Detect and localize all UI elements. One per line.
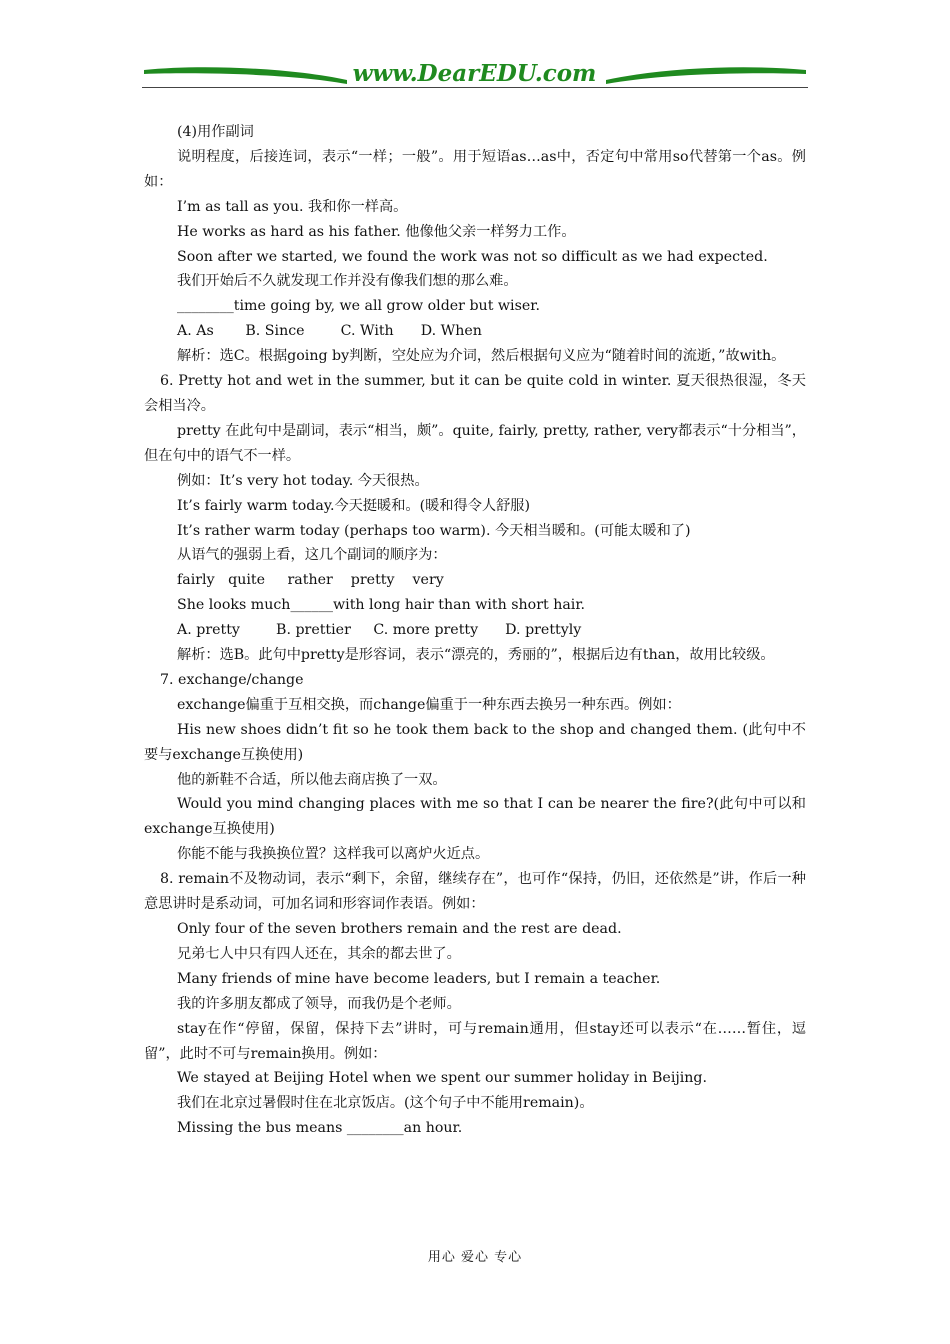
paragraph: 我们在北京过暑假时住在北京饭店。(这个句子中不能用remain)。: [177, 1095, 594, 1112]
paragraph: 6. Pretty hot and wet in the summer, but it can be quite cold in winter. 夏天很热很湿，冬天会相当冷。: [144, 373, 806, 414]
paragraph: Would you mind changing places with me so that I can be nearer the fire?(此句中可以和exchange互换使用): [144, 796, 806, 838]
paragraph: 解析：选B。此句中pretty是形容词，表示“漂亮的，秀丽的”，根据后边有than，故用比较级。: [177, 647, 775, 664]
paragraph: 我的许多朋友都成了领导，而我仍是个老师。: [177, 995, 461, 1012]
paragraph: exchange偏重于互相交换，而change偏重于一种东西去换另一种东西。例如：: [177, 696, 681, 713]
paragraph: Many friends of mine have become leaders, but I remain a teacher.: [177, 970, 661, 987]
paragraph: 他的新鞋不合适，所以他去商店换了一双。: [177, 771, 447, 788]
paragraph: pretty 在此句中是副词，表示“相当，颇”。quite, fairly, pretty, rather, very都表示“十分相当”，但在句中的语气不一样。: [144, 422, 806, 464]
paragraph: She looks much______with long hair than with short hair.: [177, 597, 586, 614]
paragraph: We stayed at Beijing Hotel when we spent our summer holiday in Beijing.: [177, 1070, 708, 1087]
paragraph: 例如：It’s very hot today. 今天很热。: [177, 472, 429, 489]
paragraph: 说明程度，后接连词，表示“一样；一般”。用于短语as…as中，否定句中常用so代替第一个as。例如：: [144, 148, 806, 190]
paragraph: fairly quite rather pretty very: [177, 572, 444, 589]
paragraph: (4)用作副词: [177, 124, 254, 140]
document-body: [144, 120, 806, 1141]
paragraph: stay在作“停留，保留，保持下去”讲时，可与remain通用，但stay还可以表示“在……暂住，逗留”，此时不可与remain换用。例如：: [144, 1020, 806, 1062]
site-brand-logo: www.DearEDU.com: [352, 60, 597, 87]
paragraph: 8. remain不及物动词，表示“剩下，余留，继续存在”，也可作“保持，仍旧，还依然是”讲，作后一种意思讲时是系动词，可加名词和形容词作表语。例如：: [144, 871, 806, 913]
header-rule: [142, 87, 808, 88]
paragraph: 解析：选C。根据going by判断，空处应为介词，然后根据句义应为“随着时间的流逝，”故with。: [177, 348, 786, 365]
paragraph: 你能不能与我换换位置？这样我可以离炉火近点。: [177, 846, 490, 863]
paragraph: Only four of the seven brothers remain and the rest are dead.: [177, 921, 622, 937]
paragraph: It’s rather warm today (perhaps too warm). 今天相当暖和。(可能太暖和了): [177, 522, 691, 539]
paragraph: 兄弟七人中只有四人还在，其余的都去世了。: [177, 945, 461, 962]
paragraph: It’s fairly warm today.今天挺暖和。(暖和得令人舒服): [177, 497, 530, 514]
paragraph: I’m as tall as you. 我和你一样高。: [177, 198, 408, 215]
paragraph: A. As B. Since C. With D. When: [177, 323, 482, 340]
paragraph: A. pretty B. prettier C. more pretty D. prettyly: [177, 622, 582, 639]
paragraph: He works as hard as his father. 他像他父亲一样努力工作。: [177, 223, 576, 240]
paragraph: Missing the bus means ________an hour.: [177, 1120, 463, 1137]
paragraph: Soon after we started, we found the work was not so difficult as we had expected.: [177, 248, 768, 265]
page-footer: 用心 爱心 专心: [427, 1250, 523, 1265]
paragraph: ________time going by, we all grow older but wiser.: [177, 298, 540, 315]
page-header: [142, 60, 808, 94]
paragraph: His new shoes didn’t fit so he took them back to the shop and changed them. (此句中不要与exchange互换使用): [144, 721, 806, 763]
paragraph: 我们开始后不久就发现工作并没有像我们想的那么难。: [177, 273, 518, 290]
paragraph: 从语气的强弱上看，这几个副词的顺序为：: [177, 547, 447, 564]
paragraph: 7. exchange/change: [160, 671, 304, 688]
